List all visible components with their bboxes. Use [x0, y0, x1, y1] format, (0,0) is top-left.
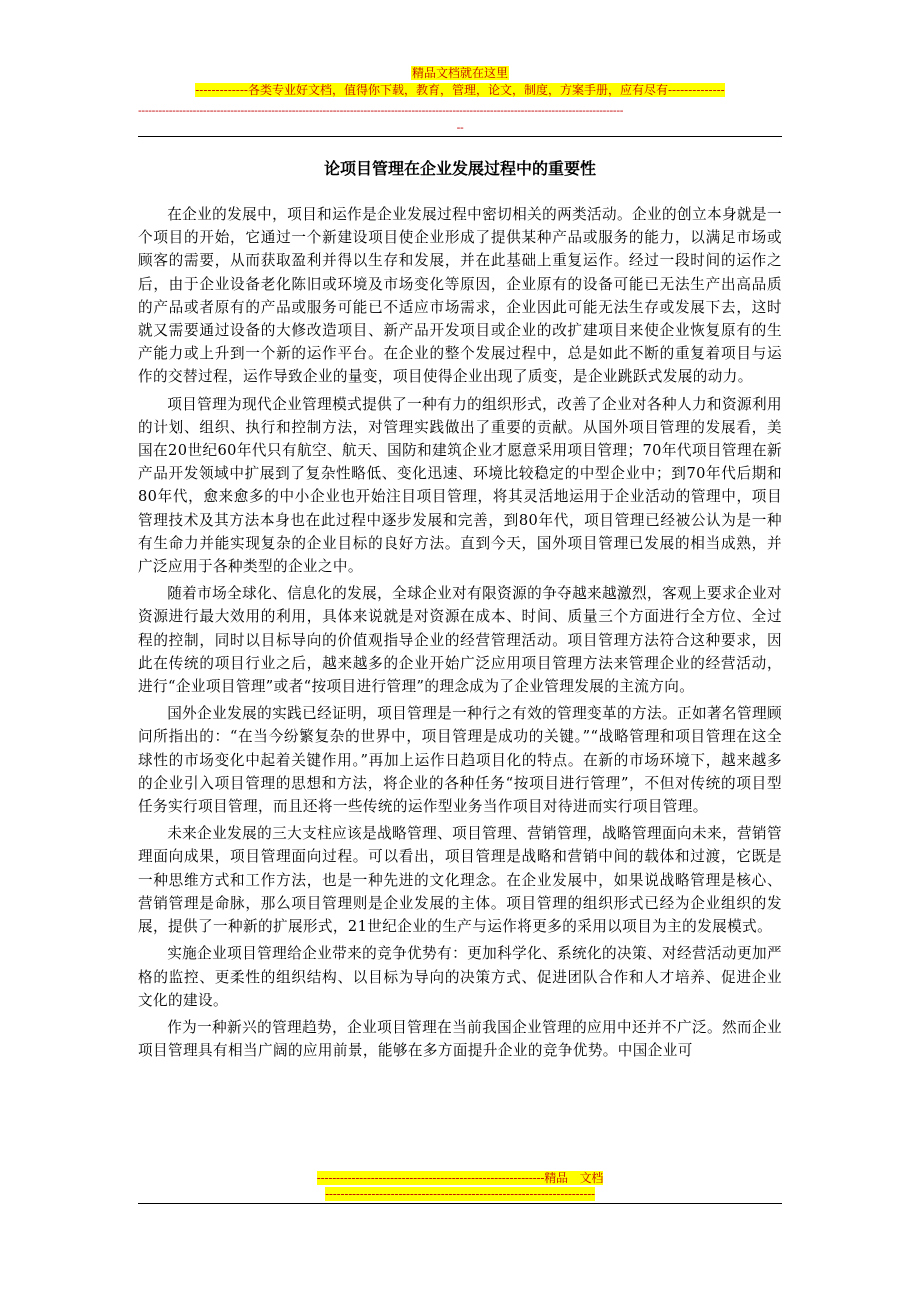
paragraph: 实施企业项目管理给企业带来的竞争优势有：更加科学化、系统化的决策、对经营活动更加严格的监控、更柔性的组织结构、以目标为导向的决策方式、促进团队合作和人才培养、促进企业文化的建设。: [138, 945, 782, 1009]
footer-rule: [138, 1203, 782, 1204]
header-banner-title: 精品文档就在这里: [411, 66, 508, 80]
document-title: 论项目管理在企业发展过程中的重要性: [323, 159, 596, 178]
footer-line-1: -----------------------------------------------------------精品 文档: [316, 1171, 604, 1185]
document-body: [138, 203, 782, 1066]
paragraph: 随着市场全球化、信息化的发展，全球企业对有限资源的争夺越来越激烈，客观上要求企业对资源进行最大效用的利用，具体来说就是对资源在成本、时间、质量三个方面进行全方位、全过程的控制，同时以目标导向的价值观指导企业的经营管理活动。项目管理方法符合这种要求，因此在传统的项目行业之后，越来越多的企业开始广泛应用项目管理方法来管理企业的经营活动，进行“企业项目管理”或者“按项目进行管理”的理念成为了企业管理发展的主流方向。: [138, 585, 782, 696]
paragraph: 在企业的发展中，项目和运作是企业发展过程中密切相关的两类活动。企业的创立本身就是一个项目的开始，它通过一个新建设项目使企业形成了提供某种产品或服务的能力，以满足市场或顾客的需要，从而获取盈利并得以生存和发展，并在此基础上重复运作。经过一段时间的运作之后，由于企业设备老化陈旧或环境及市场变化等原因，企业原有的设备可能已无法生产出高品质的产品或者原有的产品或服务可能已不适应市场需求，企业因此可能无法生存或发展下去，这时就又需要通过设备的大修改造项目、新产品开发项目或企业的改扩建项目来使企业恢复原有的生产能力或上升到一个新的运作平台。在企业的整个发展过程中，总是如此不断的重复着项目与运作的交替过程，运作导致企业的量变，项目使得企业出现了质变，是企业跳跃式发展的动力。: [138, 206, 782, 386]
paragraph: 未来企业发展的三大支柱应该是战略管理、项目管理、营销管理，战略管理面向未来，营销管理面向成果，项目管理面向过程。可以看出，项目管理是战略和营销中间的载体和过渡，它既是一种思维方式和工作方法，也是一种先进的文化理念。在企业发展中，如果说战略管理是核心、营销管理是命脉，那么项目管理则是企业发展的主体。项目管理的组织形式已经为企业组织的发展，提供了一种新的扩展形式，21世纪企业的生产与运作将更多的采用以项目为主的发展模式。: [138, 825, 782, 936]
paragraph: 作为一种新兴的管理趋势，企业项目管理在当前我国企业管理的应用中还并不广泛。然而企业项目管理具有相当广阔的应用前景，能够在多方面提升企业的竞争优势。中国企业可: [138, 1018, 782, 1060]
footer-line-2: ----------------------------------------------------------------------: [325, 1187, 595, 1201]
header-banner-slogan: -------------各类专业好文档，值得你下载，教育，管理，论文，制度，方案手册，应有尽有--------------: [195, 83, 725, 97]
header-rule: [138, 136, 782, 137]
page-footer: [138, 1170, 782, 1202]
paragraph: 国外企业发展的实践已经证明，项目管理是一种行之有效的管理变革的方法。正如著名管理顾问所指出的：“在当今纷繁复杂的世界中，项目管理是成功的关键。”“战略管理和项目管理在这全球性的市场变化中起着关键作用。”再加上运作日趋项目化的特点。在新的市场环境下，越来越多的企业引入项目管理的思想和方法，将企业的各种任务“按项目进行管理”，不但对传统的项目型任务实行项目管理，而且还将一些传统的运作型业务当作项目对待进而实行项目管理。: [138, 705, 782, 816]
header-dash-line: ----------------------------------------------------------------------------------------------------------------------------------------------: [138, 104, 624, 117]
paragraph: 项目管理为现代企业管理模式提供了一种有力的组织形式，改善了企业对各种人力和资源利用的计划、组织、执行和控制方法，对管理实践做出了重要的贡献。从国外项目管理的发展看，美国在20世纪60年代只有航空、航天、国防和建筑企业才愿意采用项目管理；70年代项目管理在新产品开发领域中扩展到了复杂性略低、变化迅速、环境比较稳定的中型企业中；到70年代后期和80年代，愈来愈多的中小企业也开始注目项目管理，将其灵活地运用于企业活动的管理中，项目管理技术及其方法本身也在此过程中逐步发展和完善，到80年代，项目管理已经被公认为是一种有生命力并能实现复杂的企业目标的良好方法。直到今天，国外项目管理已发展的相当成熟，并广泛应用于各种类型的企业之中。: [138, 395, 782, 576]
page-header: [138, 66, 782, 98]
header-dash-line-end: --: [456, 121, 464, 134]
